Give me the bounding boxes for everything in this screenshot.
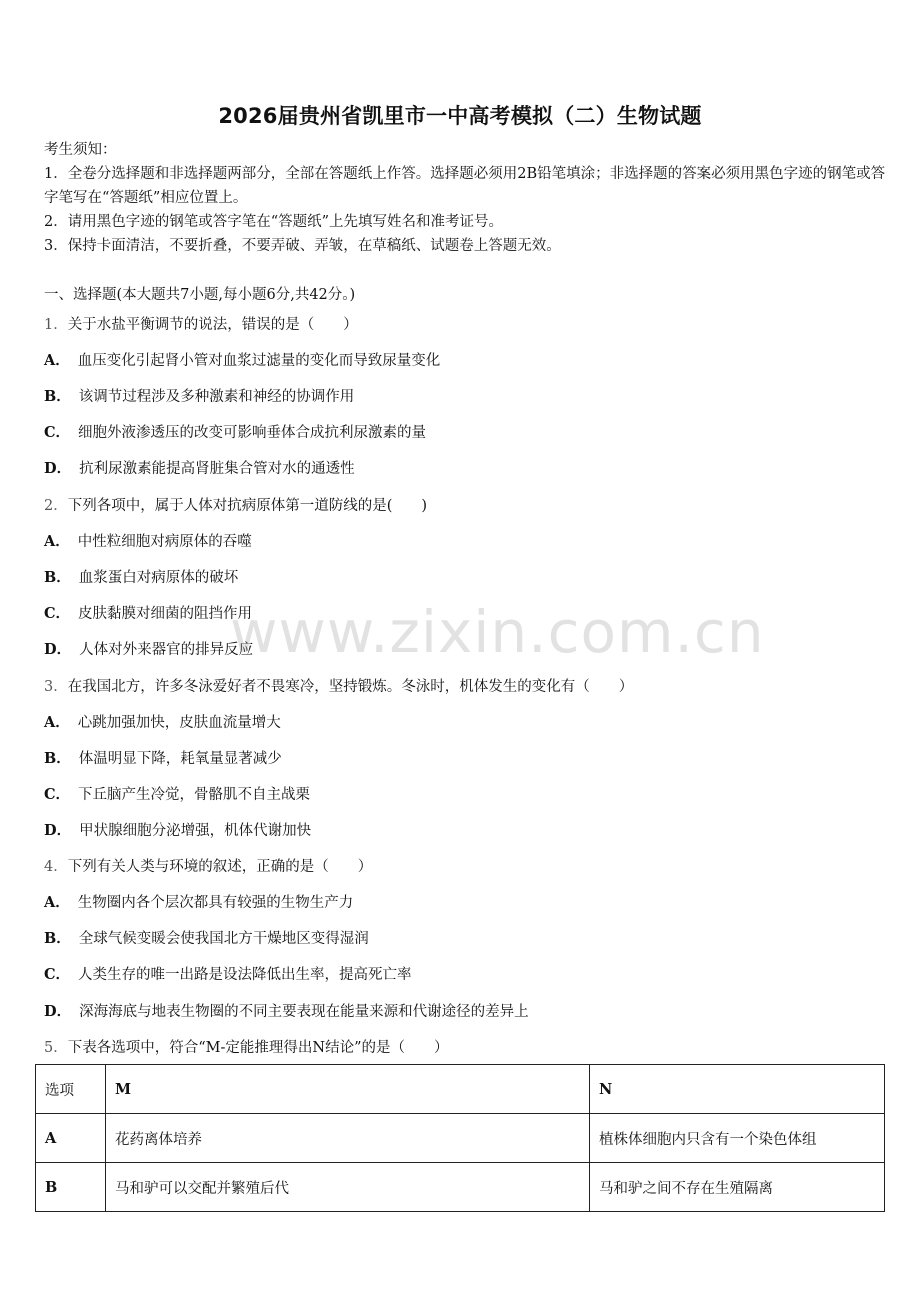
notice-item: 2．请用黑色字迹的钢笔或答字笔在“答题纸”上先填写姓名和准考证号。 xyxy=(44,214,504,230)
option-label: D． xyxy=(44,460,72,477)
watermark: www.zixin.com.cn xyxy=(230,598,765,666)
table-header-cell: 选项 xyxy=(36,1065,106,1114)
option-4d xyxy=(44,1000,529,1021)
option-text: 人体对外来器官的排异反应 xyxy=(79,642,254,658)
option-text: 体温明显下降，耗氧量显著减少 xyxy=(78,751,282,767)
option-4b xyxy=(44,927,369,948)
option-text: 深海海底与地表生物圈的不同主要表现在能量来源和代谢途径的差异上 xyxy=(79,1004,529,1020)
option-text: 该调节过程涉及多种激素和神经的协调作用 xyxy=(78,389,355,405)
section-heading: 一、选择题(本大题共7小题,每小题6分,共42分。) xyxy=(44,287,356,303)
option-label: C． xyxy=(44,786,71,803)
option-text: 全球气候变暖会使我国北方干燥地区变得湿润 xyxy=(78,931,369,947)
table-cell: A xyxy=(36,1114,106,1163)
question-number: 4． xyxy=(44,859,68,875)
page-title: 2026届贵州省凯里市一中高考模拟（二）生物试题 xyxy=(218,104,702,128)
question-text: 下表各选项中，符合“M-定能推理得出N结论”的是（ ） xyxy=(67,1040,449,1056)
table-header-row xyxy=(36,1065,885,1114)
option-label: C． xyxy=(44,966,71,983)
table-row xyxy=(36,1163,885,1212)
option-1c xyxy=(44,421,426,442)
option-label: A． xyxy=(44,894,70,911)
option-text: 皮肤黏膜对细菌的阻挡作用 xyxy=(78,606,253,622)
table-header-cell: N xyxy=(590,1065,885,1114)
option-2a xyxy=(44,530,252,551)
option-3d xyxy=(44,819,311,840)
question-number: 1． xyxy=(44,317,68,333)
table-cell: B xyxy=(36,1163,106,1212)
option-3a xyxy=(44,711,281,732)
table-cell: 花药离体培养 xyxy=(106,1114,590,1163)
notice-heading: 考生须知： xyxy=(44,142,117,158)
mn-table xyxy=(35,1064,885,1212)
option-text: 心跳加强加快，皮肤血流量增大 xyxy=(77,715,281,731)
option-text: 细胞外液渗透压的改变可影响垂体合成抗利尿激素的量 xyxy=(78,425,427,441)
table-cell: 植株体细胞内只含有一个染色体组 xyxy=(590,1114,885,1163)
option-label: A． xyxy=(44,533,70,550)
option-label: C． xyxy=(44,605,71,622)
option-4a xyxy=(44,891,353,912)
question-text: 关于水盐平衡调节的说法，错误的是（ ） xyxy=(67,317,358,333)
question-3 xyxy=(44,675,633,696)
option-1b xyxy=(44,385,354,406)
table-cell: 马和驴之间不存在生殖隔离 xyxy=(590,1163,885,1212)
question-text: 在我国北方，许多冬泳爱好者不畏寒冷，坚持锻炼。冬泳时，机体发生的变化有（ ） xyxy=(67,679,634,695)
option-text: 血压变化引起肾小管对血浆过滤量的变化而导致尿量变化 xyxy=(77,353,441,369)
option-3c xyxy=(44,783,310,804)
option-text: 血浆蛋白对病原体的破坏 xyxy=(78,570,239,586)
question-text: 下列各项中，属于人体对抗病原体第一道防线的是( ) xyxy=(67,498,428,514)
notice-item: 3．保持卡面清洁，不要折叠，不要弄破、弄皱，在草稿纸、试题卷上答题无效。 xyxy=(44,238,561,254)
table-cell: 马和驴可以交配并繁殖后代 xyxy=(106,1163,590,1212)
question-4 xyxy=(44,855,372,876)
question-number: 2． xyxy=(44,498,68,514)
option-label: C． xyxy=(44,424,71,441)
option-label: A． xyxy=(44,714,70,731)
question-2 xyxy=(44,494,427,515)
option-label: D． xyxy=(44,822,72,839)
option-label: D． xyxy=(44,1003,72,1020)
notice-block xyxy=(44,138,894,258)
question-number: 5． xyxy=(44,1040,68,1056)
option-1a xyxy=(44,349,440,370)
option-text: 中性粒细胞对病原体的吞噬 xyxy=(77,534,252,550)
table-header-cell: M xyxy=(106,1065,590,1114)
option-text: 人类生存的唯一出路是设法降低出生率，提高死亡率 xyxy=(78,967,412,983)
option-label: B． xyxy=(44,388,71,405)
option-4c xyxy=(44,963,412,984)
question-1 xyxy=(44,313,358,334)
option-label: B． xyxy=(44,930,71,947)
option-2c xyxy=(44,602,252,623)
option-text: 甲状腺细胞分泌增强，机体代谢加快 xyxy=(79,823,312,839)
option-text: 抗利尿激素能提高肾脏集合管对水的通透性 xyxy=(79,461,355,477)
option-3b xyxy=(44,747,282,768)
option-label: D． xyxy=(44,641,72,658)
option-2d xyxy=(44,638,253,659)
option-2b xyxy=(44,566,238,587)
option-label: A． xyxy=(44,352,70,369)
option-text: 生物圈内各个层次都具有较强的生物生产力 xyxy=(77,895,354,911)
question-text: 下列有关人类与环境的叙述，正确的是（ ） xyxy=(67,859,373,875)
option-label: B． xyxy=(44,750,71,767)
option-1d xyxy=(44,457,355,478)
question-number: 3． xyxy=(44,679,68,695)
option-label: B． xyxy=(44,569,71,586)
option-text: 下丘脑产生冷觉，骨骼肌不自主战栗 xyxy=(78,787,311,803)
notice-item: 1．全卷分选择题和非选择题两部分，全部在答题纸上作答。选择题必须用2B铅笔填涂；非选择题的答案必须用黑色字迹的钢笔或答字笔写在“答题纸”相应位置上。 xyxy=(44,166,886,206)
question-5 xyxy=(44,1036,449,1057)
table-row xyxy=(36,1114,885,1163)
